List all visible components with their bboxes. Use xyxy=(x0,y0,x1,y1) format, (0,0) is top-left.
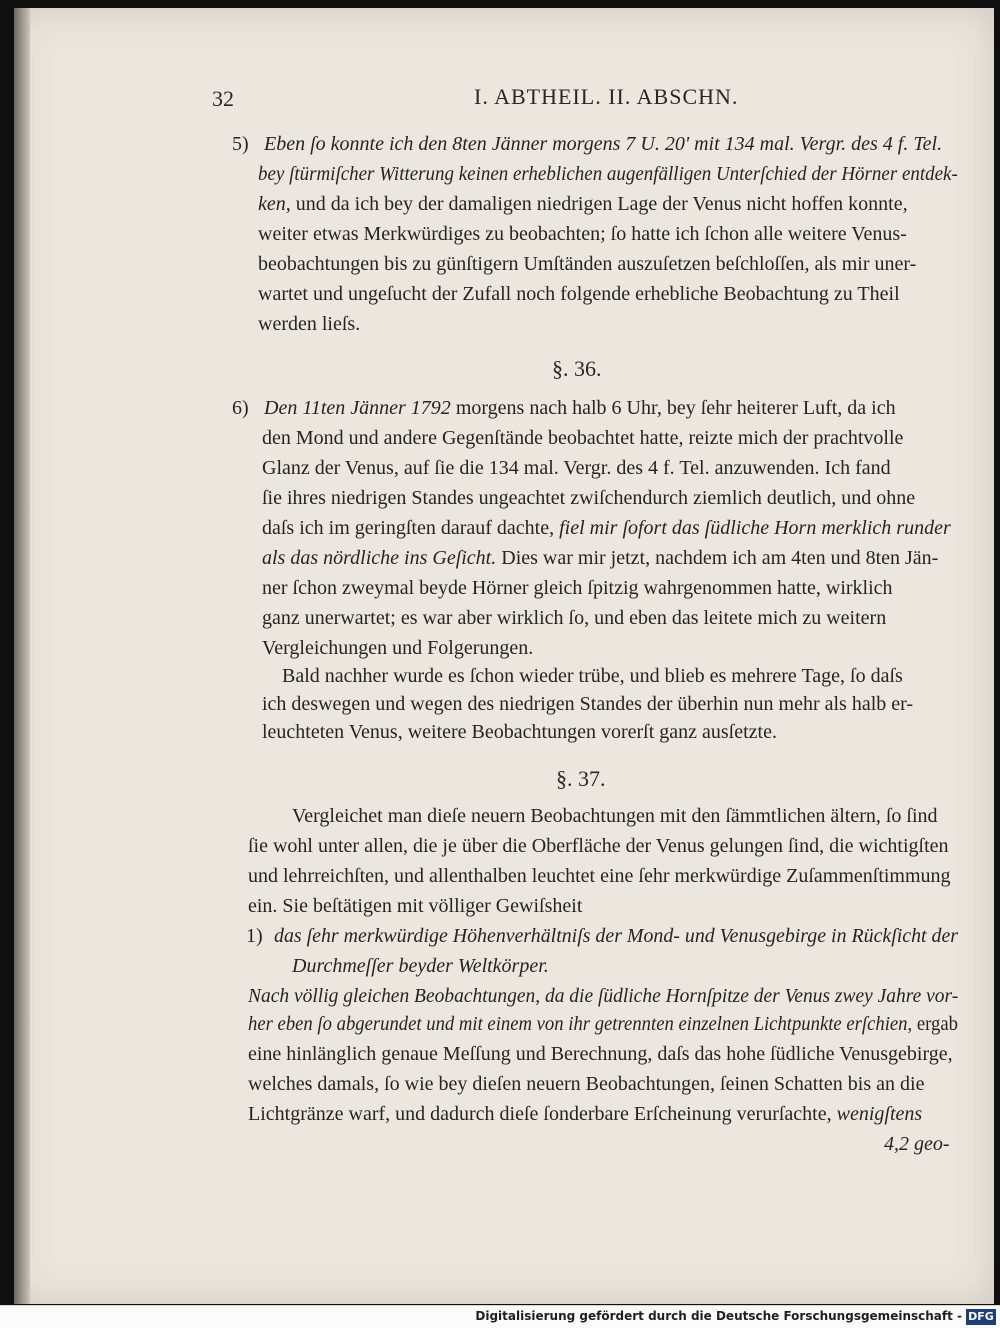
digitization-footer xyxy=(0,1306,1000,1328)
s36-line6-row xyxy=(262,544,938,572)
para5-line2: bey ſtürmiſcher Witterung keinen erheblichen augenfälligen Unterſchied der Hörner entdek- xyxy=(258,163,958,185)
s36-line5-row xyxy=(262,514,951,542)
s36-line2: den Mond und andere Gegenſtände beobachtet hatte, reizte mich der prachtvolle xyxy=(262,427,904,449)
s37-item1-line1: das ſehr merkwürdige Höhenverhältniſs der Mond- und Venusgebirge in Rückſicht der xyxy=(274,925,959,947)
s37-line1: Vergleichet man dieſe neuern Beobachtungen mit den ſämmtlichen ältern, ſo ſind xyxy=(292,805,938,827)
s37-line4: ein. Sie beſtätigen mit völliger Gewiſsheit xyxy=(248,895,583,917)
s36-line12: leuchteten Venus, weitere Beobachtungen vorerſt ganz ausſetzte. xyxy=(262,721,777,743)
s36-line1: morgens nach halb 6 Uhr, bey ſehr heiterer Luft, da ich xyxy=(455,397,896,419)
s37-line5: Nach völlig gleichen Beobachtungen, da die ſüdliche Hornſpitze der Venus zwey Jahre vor- xyxy=(248,985,959,1007)
s37-line9: Lichtgränze warf, und dadurch dieſe ſonderbare Erſcheinung verurſachte, xyxy=(248,1103,832,1125)
catchword: 4,2 geo- xyxy=(884,1133,950,1155)
s36-line5: daſs ich im geringſten darauf dachte, xyxy=(262,517,555,539)
s37-item1-line2: Durchmeſſer beyder Weltkörper. xyxy=(292,955,549,977)
s36-line6-italic: als das nördliche ins Geſicht. xyxy=(262,547,497,569)
running-title: I. ABTHEIL. II. ABSCHN. xyxy=(474,84,739,109)
s37-line2: ſie wohl unter allen, die je über die Oberfläche der Venus gelungen ſind, die wichtigſten xyxy=(248,835,949,857)
footer-credit: Digitalisierung gefördert durch die Deutsche Forschungsgemeinschaft - xyxy=(475,1309,962,1323)
para5-line3-row xyxy=(258,190,908,218)
s36-line10: Bald nachher wurde es ſchon wieder trübe, und blieb es mehrere Tage, ſo daſs xyxy=(282,665,903,687)
s37-line8: welches damals, ſo wie bey dieſen neuern Beobachtungen, ſeinen Schatten bis an die xyxy=(248,1073,925,1095)
para5-line3-italic: ken, xyxy=(258,193,291,215)
s36-line1-row xyxy=(264,394,896,422)
s37-line9-italic: wenigſtens xyxy=(836,1103,923,1125)
s36-line3: Glanz der Venus, auf ſie die 134 mal. Vergr. des 4 f. Tel. anzuwenden. Ich fand xyxy=(262,457,891,479)
page-gutter-shadow xyxy=(14,8,30,1304)
s36-line11: ich deswegen und wegen des niedrigen Standes der überhin nun mehr als halb er- xyxy=(262,693,914,715)
s37-line9-row xyxy=(248,1100,922,1128)
para5-line4: weiter etwas Merkwürdiges zu beobachten; ſo hatte ich ſchon alle weitere Venus- xyxy=(258,223,907,245)
dfg-logo: DFG xyxy=(966,1309,996,1325)
para5-line7: werden lieſs. xyxy=(258,313,361,335)
page-number: 32 xyxy=(212,86,234,111)
s36-line5-italic: fiel mir ſofort das ſüdliche Horn merklich runder xyxy=(559,517,951,539)
para5-line5: beobachtungen bis zu günſtigern Umſtänden auszuſetzen beſchloſſen, als mir uner- xyxy=(258,253,917,275)
s36-line9: Vergleichungen und Folgerungen. xyxy=(262,637,534,659)
para5-line6: wartet und ungeſucht der Zufall noch folgende erhebliche Beobachtung zu Theil xyxy=(258,283,900,305)
s36-line4: ſie ihres niedrigen Standes ungeachtet zwiſchendurch ziemlich deutlich, und ohne xyxy=(262,487,916,509)
s37-line6-italic: her eben ſo abgerundet und mit einem von ihr getrennten einzelnen Lichtpunkte erſchien, xyxy=(248,1013,913,1035)
section-37-heading: §. 37. xyxy=(556,766,606,791)
s37-item1-marker: 1) xyxy=(246,925,263,947)
s37-line7: eine hinlänglich genaue Meſſung und Berechnung, daſs das hohe ſüdliche Venusgebirge, xyxy=(248,1043,953,1065)
s36-line6: Dies war mir jetzt, nachdem ich am 4ten und 8ten Jän- xyxy=(501,547,939,569)
s37-line3: und lehrreichſten, und allenthalben leuchtet eine ſehr merkwürdige Zuſammenſtimmung xyxy=(248,865,951,887)
s37-line6: ergab xyxy=(916,1013,958,1035)
para5-line3: und da ich bey der damaligen niedrigen Lage der Venus nicht hoffen konnte, xyxy=(295,193,908,215)
s36-line8: ganz unerwartet; es war aber wirklich ſo, und eben das leitete mich zu weitern xyxy=(262,607,887,629)
para5-line1: Eben ſo konnte ich den 8ten Jänner morgens 7 U. 20' mit 134 mal. Vergr. des 4 f. Tel. xyxy=(264,133,943,155)
s37-line6-row xyxy=(248,1010,958,1038)
section-36-heading: §. 36. xyxy=(552,356,602,381)
para5-marker: 5) xyxy=(232,133,249,155)
s36-line1-italic: Den 11ten Jänner 1792 xyxy=(264,397,451,419)
para6-marker: 6) xyxy=(232,397,249,419)
s36-line7: ner ſchon zweymal beyde Hörner gleich ſpitzig wahrgenommen hatte, wirklich xyxy=(262,577,893,599)
